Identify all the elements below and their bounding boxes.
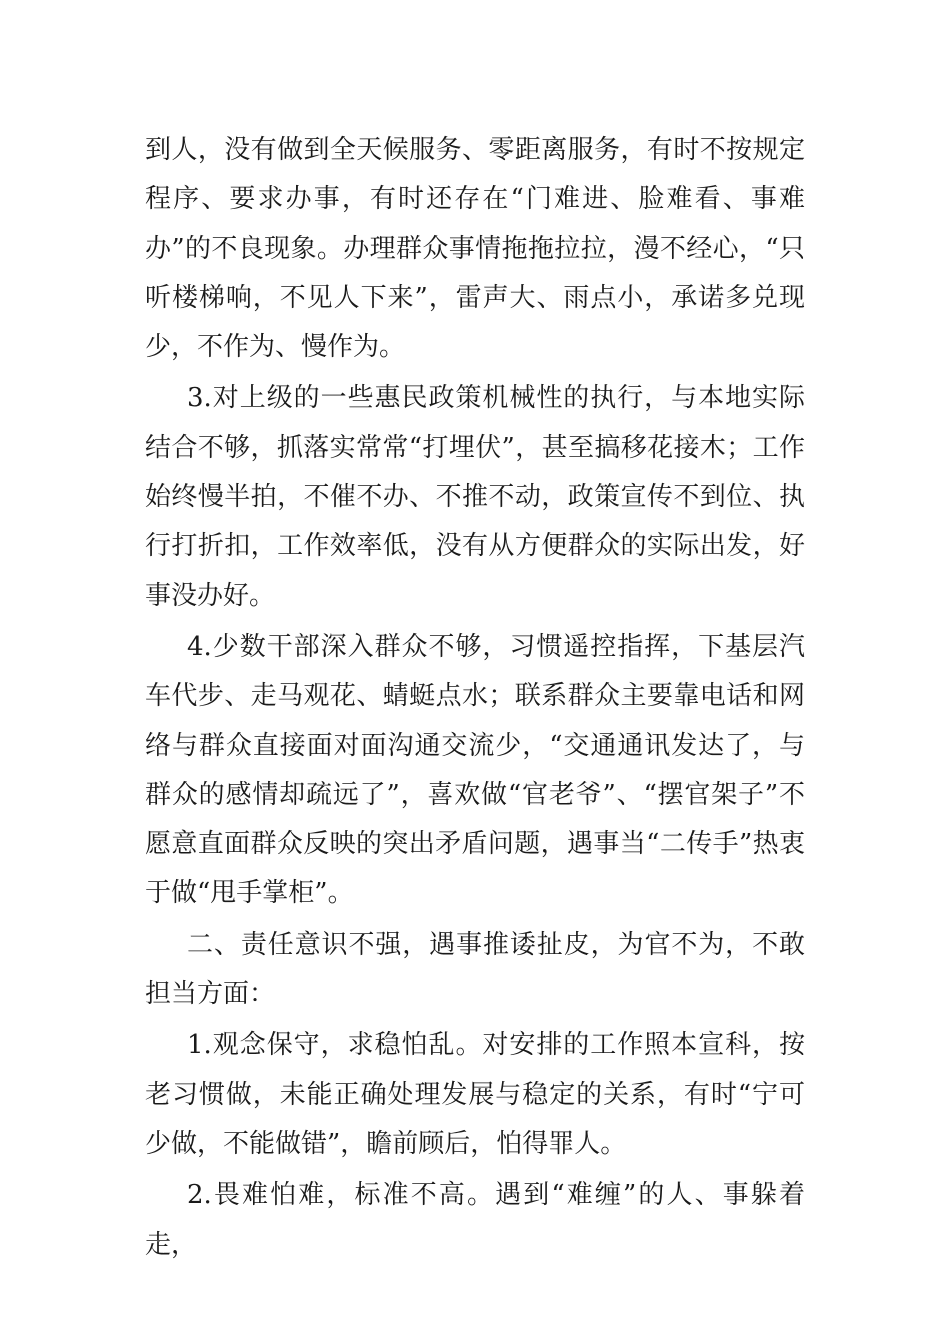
paragraph-item-4: 4.少数干部深入群众不够，习惯遥控指挥，下基层汽车代步、走马观花、蜻蜓点水；联系群众主要靠电话和网络与群众直接面对面沟通交流少，“交通通讯发达了，与群众的感情却疏远了”，喜欢做“官老爷”、“摆官架子”不愿意直面群众反映的突出矛盾问题，遇事当“二传手”热衷于做“甩手掌柜”。 [145,631,805,909]
paragraph-item-3: 3.对上级的一些惠民政策机械性的执行，与本地实际结合不够，抓落实常常“打埋伏”，甚至搞移花接木；工作始终慢半拍，不催不办、不推不动，政策宣传不到位、执行打折扣，工作效率低，没有从方便群众的实际出发，好事没办好。 [145,383,805,611]
paragraph-item-1: 1.观念保守，求稳怕乱。对安排的工作照本宣科，按老习惯做，未能正确处理发展与稳定的关系，有时“宁可少做，不能做错”，瞻前顾后，怕得罪人。 [145,1030,805,1159]
document-body [145,126,805,1272]
paragraph-item-2: 2.畏难怕难，标准不高。遇到“难缠”的人、事躲着走， [145,1180,805,1260]
paragraph-continuation: 到人，没有做到全天候服务、零距离服务，有时不按规定程序、要求办事，有时还存在“门难进、脸难看、事难办”的不良现象。办理群众事情拖拖拉拉，漫不经心，“只听楼梯响，不见人下来”，雷声大、雨点小，承诺多兑现少，不作为、慢作为。 [145,135,805,363]
section-heading-2: 二、责任意识不强，遇事推诿扯皮，为官不为，不敢担当方面： [145,929,805,1010]
